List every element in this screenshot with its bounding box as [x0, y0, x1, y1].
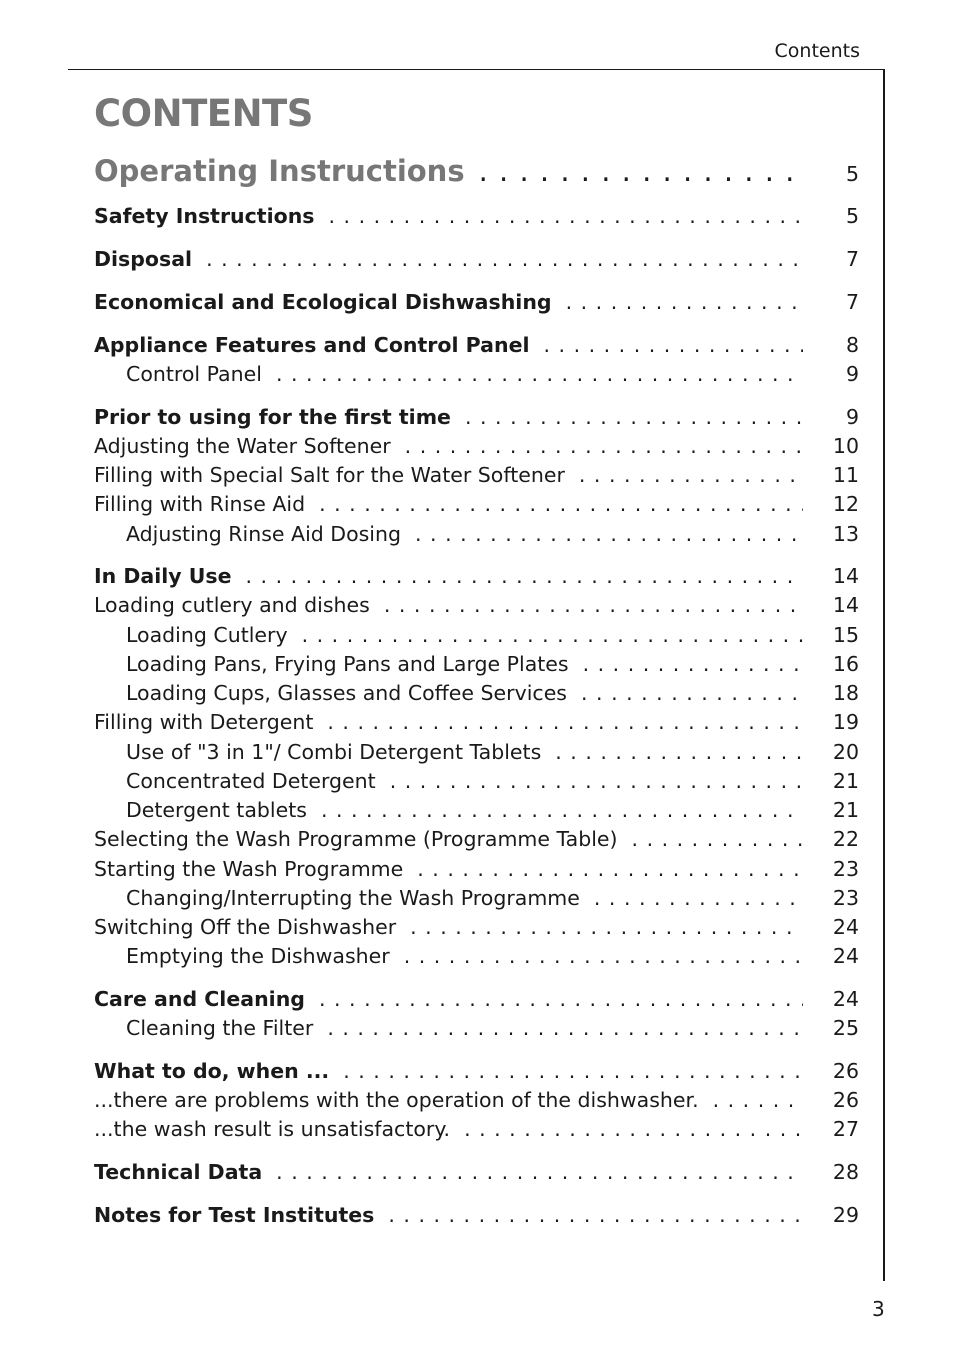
toc-entry-page: 24 — [832, 987, 859, 1011]
dot-leader — [276, 1158, 803, 1186]
toc-entry-page: 13 — [832, 522, 859, 546]
toc-entry[interactable] — [126, 520, 859, 548]
header-rule — [68, 69, 885, 70]
dot-leader — [327, 1014, 803, 1042]
toc-entry[interactable] — [126, 679, 859, 707]
toc-entry-page: 23 — [832, 857, 859, 881]
dot-leader — [321, 796, 803, 824]
toc-entry-title: What to do, when ... — [94, 1059, 330, 1083]
toc-entry-title: Emptying the Dishwasher — [126, 944, 390, 968]
toc-entry[interactable] — [126, 738, 859, 766]
toc-entry-title: Loading Cups, Glasses and Coffee Services — [126, 681, 567, 705]
toc-entry[interactable] — [94, 245, 859, 273]
running-head: Contents — [774, 40, 860, 62]
toc-entry-page: 24 — [832, 944, 859, 968]
toc-entry-title: Switching Off the Dishwasher — [94, 915, 397, 939]
toc-entry-page: 5 — [845, 162, 859, 186]
toc-entry-page: 23 — [832, 886, 859, 910]
page-title: CONTENTS — [94, 92, 313, 135]
toc-entry-title: ...the wash result is unsatisfactory. — [94, 1117, 451, 1141]
dot-leader — [404, 942, 803, 970]
toc-entry[interactable] — [126, 621, 859, 649]
toc-entry-title: Starting the Wash Programme — [94, 857, 404, 881]
dot-leader — [566, 288, 803, 316]
toc-entry-page: 7 — [845, 247, 859, 271]
toc-entry-title: Loading cutlery and dishes — [94, 593, 370, 617]
toc-entry-page: 24 — [832, 915, 859, 939]
toc-entry-page: 16 — [832, 652, 859, 676]
toc-entry-page: 27 — [832, 1117, 859, 1141]
dot-leader — [465, 403, 803, 431]
toc-entry-title: Detergent tablets — [126, 798, 307, 822]
page-number: 3 — [872, 1297, 885, 1321]
toc-entry-page: 10 — [832, 434, 859, 458]
toc-entry[interactable] — [126, 767, 859, 795]
dot-leader — [206, 245, 803, 273]
toc-entry[interactable] — [94, 1158, 859, 1186]
dot-leader — [583, 650, 803, 678]
toc-entry-page: 22 — [832, 827, 859, 851]
toc-entry[interactable] — [94, 490, 859, 518]
toc-entry-page: 21 — [832, 769, 859, 793]
dot-leader — [327, 708, 803, 736]
toc-entry-title: Changing/Interrupting the Wash Programme — [126, 886, 580, 910]
dot-leader — [581, 679, 803, 707]
toc-entry-title: Loading Pans, Frying Pans and Large Plates — [126, 652, 569, 676]
toc-entry[interactable] — [94, 591, 859, 619]
toc-entry[interactable] — [94, 1201, 859, 1229]
toc-entry[interactable] — [94, 708, 859, 736]
toc-entry-page: 11 — [832, 463, 859, 487]
toc-entry-title: Care and Cleaning — [94, 987, 305, 1011]
toc-entry-page: 20 — [832, 740, 859, 764]
toc-entry[interactable] — [94, 913, 859, 941]
toc-entry-title: Adjusting Rinse Aid Dosing — [126, 522, 401, 546]
toc-entry-title: Economical and Ecological Dishwashing — [94, 290, 552, 314]
dot-leader — [555, 738, 803, 766]
toc-entry[interactable] — [94, 288, 859, 316]
toc-entry-page: 26 — [832, 1059, 859, 1083]
dot-leader — [384, 591, 803, 619]
toc-entry[interactable] — [126, 796, 859, 824]
dot-leader — [415, 520, 803, 548]
toc-entry[interactable] — [94, 461, 859, 489]
toc-entry-page: 28 — [832, 1160, 859, 1184]
toc-entry-title: Filling with Rinse Aid — [94, 492, 306, 516]
toc-entry-page: 12 — [832, 492, 859, 516]
dot-leader — [388, 1201, 803, 1229]
toc-entry-title: Appliance Features and Control Panel — [94, 333, 530, 357]
toc-entry[interactable] — [94, 331, 859, 359]
dot-leader — [417, 855, 803, 883]
toc-entry-title: Cleaning the Filter — [126, 1016, 314, 1040]
margin-rule — [883, 69, 885, 1281]
dot-leader — [464, 1115, 803, 1143]
toc-entry-page: 29 — [832, 1203, 859, 1227]
toc-entry-page: 7 — [845, 290, 859, 314]
dot-leader — [319, 985, 803, 1013]
toc-entry[interactable] — [94, 202, 859, 230]
toc-entry-title: Concentrated Detergent — [126, 769, 376, 793]
toc-entry-title: Operating Instructions — [94, 154, 465, 188]
dot-leader — [405, 432, 803, 460]
toc-entry-title: Control Panel — [126, 362, 262, 386]
dot-leader — [319, 490, 803, 518]
toc-entry-page: 21 — [832, 798, 859, 822]
toc-entry[interactable] — [126, 360, 859, 388]
toc-entry-title: Filling with Detergent — [94, 710, 314, 734]
dot-leader — [410, 913, 803, 941]
toc-entry[interactable] — [94, 985, 859, 1013]
toc-entry[interactable] — [126, 1014, 859, 1042]
toc-entry-title: Filling with Special Salt for the Water Softener — [94, 463, 565, 487]
toc-entry[interactable] — [126, 942, 859, 970]
toc-entry[interactable] — [126, 650, 859, 678]
toc-entry-page: 14 — [832, 564, 859, 588]
toc-entry-page: 26 — [832, 1088, 859, 1112]
dot-leader — [302, 621, 803, 649]
toc-entry[interactable] — [94, 562, 859, 590]
toc-entry[interactable] — [94, 1086, 859, 1114]
toc-entry-title: Adjusting the Water Softener — [94, 434, 391, 458]
toc-entry[interactable] — [94, 432, 859, 460]
toc-entry-title: Disposal — [94, 247, 193, 271]
toc-entry[interactable] — [94, 1115, 859, 1143]
dot-leader — [479, 153, 803, 189]
toc-entry-title: Technical Data — [94, 1160, 263, 1184]
toc-entry-page: 15 — [832, 623, 859, 647]
toc-entry[interactable] — [94, 825, 859, 853]
toc-entry-title: Safety Instructions — [94, 204, 315, 228]
dot-leader — [343, 1057, 803, 1085]
toc-entry[interactable] — [94, 153, 859, 189]
dot-leader — [713, 1086, 803, 1114]
toc-entry-page: 25 — [832, 1016, 859, 1040]
toc-entry[interactable] — [126, 884, 859, 912]
toc-entry[interactable] — [94, 1057, 859, 1085]
toc-entry-page: 5 — [845, 204, 859, 228]
toc-entry-title: Use of "3 in 1"/ Combi Detergent Tablets — [126, 740, 542, 764]
toc-entry-title: Selecting the Wash Programme (Programme Table) — [94, 827, 618, 851]
toc-entry-page: 19 — [832, 710, 859, 734]
toc-entry-page: 18 — [832, 681, 859, 705]
toc-entry[interactable] — [94, 403, 859, 431]
dot-leader — [544, 331, 804, 359]
toc-entry-title: Prior to using for the first time — [94, 405, 451, 429]
toc-entry-title: Notes for Test Institutes — [94, 1203, 375, 1227]
dot-leader — [246, 562, 803, 590]
toc-entry-title: In Daily Use — [94, 564, 232, 588]
toc-entry[interactable] — [94, 855, 859, 883]
dot-leader — [594, 884, 803, 912]
toc-entry-page: 14 — [832, 593, 859, 617]
dot-leader — [579, 461, 803, 489]
dot-leader — [276, 360, 803, 388]
toc-entry-page: 9 — [845, 405, 859, 429]
toc-entry-page: 9 — [845, 362, 859, 386]
dot-leader — [329, 202, 803, 230]
toc-entry-page: 8 — [845, 333, 859, 357]
toc-entry-title: Loading Cutlery — [126, 623, 288, 647]
dot-leader — [632, 825, 803, 853]
toc-entry-title: ...there are problems with the operation of the dishwasher. — [94, 1088, 699, 1112]
dot-leader — [390, 767, 803, 795]
